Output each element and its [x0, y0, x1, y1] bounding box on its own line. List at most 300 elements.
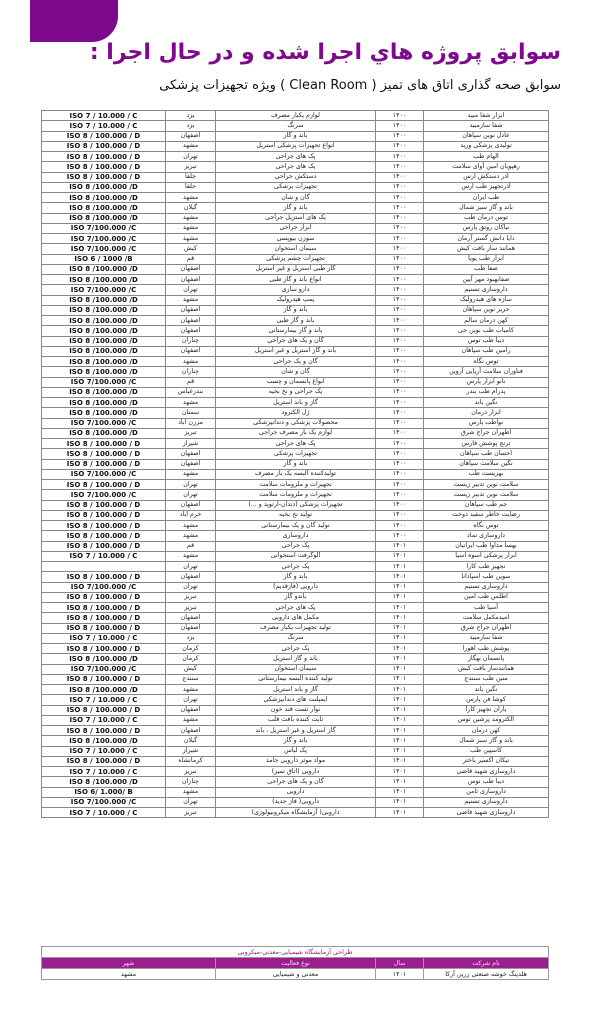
cell-activity: دارو سازی [216, 285, 376, 295]
cell-company: تجهیز طب کارا [424, 562, 549, 572]
cell-city: مشهد [166, 531, 216, 541]
cell-company: سلامت نوین تدبیر زیست [424, 480, 549, 490]
table-row [42, 674, 549, 684]
cell-activity: تجهیزات و ملزومات سلامت [216, 490, 376, 500]
cell-city: تبریز [166, 767, 216, 777]
cell-iso-class: ISO 7/100.000 /C [42, 244, 166, 254]
cell-city: خرم آباد [166, 510, 216, 520]
cell-year: ۱۴۰۱ [376, 777, 424, 787]
cell-iso-class: ISO 8 / 100.000 / D [42, 613, 166, 623]
table-row [42, 254, 549, 264]
table-row [42, 654, 549, 664]
cell-year: ۱۴۰۰ [376, 152, 424, 162]
cell-city: تهران [166, 285, 216, 295]
cell-iso-class: ISO 7 / 10.000 / C [42, 121, 166, 131]
cell-activity: لوازم یک بار مصرف جراحی [216, 428, 376, 438]
cell-iso-class: ISO 8 /100.000 /D [42, 346, 166, 356]
cell-company: دایا دانش گستر آرمان [424, 234, 549, 244]
table-row [42, 244, 549, 254]
cell-company: دیبا طب توس [424, 777, 549, 787]
cell-city: اصفهان [166, 726, 216, 736]
cell-company: هلدینگ خوشه صنعتی زرین آرکا [424, 969, 549, 980]
cell-company: پانسمان بهگاز [424, 654, 549, 664]
cell-year: ۱۴۰۰ [376, 244, 424, 254]
cell-city: شیراز [166, 746, 216, 756]
page-subtitle: سوابق صحه گذاری اتاق های تمیز ( Clean Room ) ویژه تجهیزات پزشکی [159, 78, 561, 93]
cell-company: متین طب سنندج [424, 674, 549, 684]
cell-iso-class: ISO 7 / 10.000 / C [42, 767, 166, 777]
cell-year: ۱۴۰۰ [376, 418, 424, 428]
header-activity: نوع فعالیت [216, 958, 376, 969]
cell-company: آذر دستکش ارس [424, 172, 549, 182]
cell-company: ترنج پوشش فارس [424, 439, 549, 449]
table-row [42, 490, 549, 500]
cell-activity: تجهیزات پزشکی [216, 449, 376, 459]
cell-year: ۱۴۰۱ [376, 592, 424, 602]
cell-activity: تولید تجهیزات یکبار مصرف [216, 623, 376, 633]
cell-city: اصفهان [166, 326, 216, 336]
cell-year: ۱۴۰۱ [376, 633, 424, 643]
cell-city: تهران [166, 582, 216, 592]
cell-company: همانندساز بافت کیش [424, 664, 549, 674]
cell-city: چناران [166, 336, 216, 346]
cell-company: جم طب سپاهان [424, 500, 549, 510]
cell-activity: مکمل های دارویی [216, 613, 376, 623]
cell-iso-class: ISO 8 / 100.000 / D [42, 131, 166, 141]
cell-year: ۱۴۰۱ [376, 715, 424, 725]
cell-year: ۱۴۰۰ [376, 521, 424, 531]
cell-activity: تولیدکننده البسه یک بار مصرف [216, 469, 376, 479]
cell-year: ۱۴۰۰ [376, 480, 424, 490]
table-row [42, 172, 549, 182]
cell-iso-class: ISO 8 /100.000 /D [42, 264, 166, 274]
cell-city: اصفهان [166, 623, 216, 633]
table-row [42, 203, 549, 213]
table-row [42, 357, 549, 367]
cell-company: کهن درمان سالم [424, 316, 549, 326]
cell-city: مشهد [166, 234, 216, 244]
cell-city: اصفهان [166, 500, 216, 510]
cell-iso-class: ISO 8 / 100.000 / D [42, 592, 166, 602]
table-row [42, 459, 549, 469]
cell-company: آسیا طب [424, 603, 549, 613]
table-row [42, 746, 549, 756]
cell-city: تبریز [166, 428, 216, 438]
table-row [42, 305, 549, 315]
cell-year: ۱۴۰۰ [376, 111, 424, 121]
cell-city: قم [166, 377, 216, 387]
cell-iso-class: ISO 8 / 100.000 / D [42, 152, 166, 162]
cell-iso-class: ISO 8 /100.000 /D [42, 203, 166, 213]
cell-city: مشهد [166, 551, 216, 561]
cell-activity: گاز و باند استریل [216, 685, 376, 695]
table-row [42, 213, 549, 223]
cell-company: داروسازی تماد [424, 531, 549, 541]
cell-city: چناران [166, 777, 216, 787]
cell-company: نواطب پارس [424, 418, 549, 428]
cell-city: شیراز [166, 439, 216, 449]
table-row [42, 295, 549, 305]
cell-company: رامین طب سپاهان [424, 346, 549, 356]
cell-company: الهام طب [424, 152, 549, 162]
cell-activity: باند و گاز استریل و غیر استریل [216, 346, 376, 356]
cell-year: ۱۴۰۰ [376, 254, 424, 264]
cell-activity: ایمپلنت های دندانپزشکی [216, 695, 376, 705]
cell-city: مشهد [42, 969, 216, 980]
cell-iso-class: ISO 6/ 1.000/ B [42, 787, 166, 797]
cell-year: ۱۴۰۰ [376, 336, 424, 346]
cell-activity: سرنگ [216, 633, 376, 643]
table-row [42, 121, 549, 131]
table-row [42, 756, 549, 766]
cell-iso-class: ISO 7/100.000 /C [42, 377, 166, 387]
cell-iso-class: ISO 7/100.000 /C [42, 234, 166, 244]
cell-activity: پک جراحی [216, 562, 376, 572]
table-row [42, 428, 549, 438]
cell-company: شفا سازمبید [424, 633, 549, 643]
cell-iso-class: ISO 7 / 10.000 / C [42, 695, 166, 705]
cell-city: کیش [166, 664, 216, 674]
cell-city: مشهد [166, 223, 216, 233]
cell-city: مشهد [166, 469, 216, 479]
cell-city: سمنان [166, 408, 216, 418]
cell-activity: تجهیزات پزشکی [216, 182, 376, 192]
cell-year: ۱۴۰۱ [376, 736, 424, 746]
cell-year: ۱۴۰۱ [376, 787, 424, 797]
cell-activity: تولید گان و پک بیمارستانی [216, 521, 376, 531]
table-row [42, 633, 549, 643]
cell-activity: پک جراحی [216, 541, 376, 551]
cell-company: پوشش طب اهورا [424, 644, 549, 654]
cell-city: تهران [166, 562, 216, 572]
cell-company: اطلس طب امین [424, 592, 549, 602]
header-city: شهر [42, 958, 216, 969]
cell-city: مشهد [166, 295, 216, 305]
cell-year: ۱۴۰۰ [376, 367, 424, 377]
table-row [42, 336, 549, 346]
cell-company: یاران تجهیز کارا [424, 705, 549, 715]
cell-company: بهسا مداوا طب ایرانیان [424, 541, 549, 551]
cell-activity: باند و گاز استریل [216, 654, 376, 664]
cell-city: مشهد [166, 521, 216, 531]
cell-iso-class: ISO 8 /100.000 /D [42, 305, 166, 315]
table-row [42, 726, 549, 736]
cell-company: شفا سازمبید [424, 121, 549, 131]
cell-city: کیش [166, 244, 216, 254]
cell-year: ۱۴۰۰ [376, 162, 424, 172]
cell-iso-class: ISO 8 / 100.000 / D [42, 459, 166, 469]
table-row [42, 223, 549, 233]
cell-iso-class: ISO 7 / 10.000 / C [42, 551, 166, 561]
cell-activity: پک های جراحی [216, 439, 376, 449]
table-row [42, 408, 549, 418]
cell-company: ابزار طب پویا [424, 254, 549, 264]
cell-city: تهران [166, 490, 216, 500]
cell-iso-class: ISO 8 /100.000 /D [42, 316, 166, 326]
cell-year: ۱۴۰۰ [376, 182, 424, 192]
cell-year: ۱۴۰۰ [376, 459, 424, 469]
brand-corner-shape [30, 0, 118, 42]
lab-table-header [42, 958, 549, 969]
cell-iso-class: ISO 8 / 100.000 / D [42, 510, 166, 520]
cell-iso-class: ISO 8 /100.000 /D [42, 367, 166, 377]
cell-city: اصفهان [166, 459, 216, 469]
cell-company: توس نگاه [424, 521, 549, 531]
cell-city: بندرعباس [166, 387, 216, 397]
cell-activity: دارویی [216, 787, 376, 797]
cell-year: ۱۴۰۰ [376, 131, 424, 141]
cell-iso-class: ISO 8 / 100.000 / D [42, 644, 166, 654]
cell-activity: گاز طبی استریل و غیر استریل [216, 264, 376, 274]
cell-company: سلامت نوین تدبیر زیست [424, 490, 549, 500]
cell-activity: معدنی و شیمیایی [216, 969, 376, 980]
cell-company: فناوران سلامت آریایی آروین [424, 367, 549, 377]
cell-city: اصفهان [166, 572, 216, 582]
table-row [42, 387, 549, 397]
table-row [42, 613, 549, 623]
cell-activity: مواد موثر دارویی جامد [216, 756, 376, 766]
cell-activity: تولید کننده البسه بیمارستانی [216, 674, 376, 684]
cell-activity: پک های جراحی [216, 162, 376, 172]
cell-activity: پک های استریل جراحی [216, 213, 376, 223]
cell-iso-class: ISO 8 /100.000 /D [42, 654, 166, 664]
table-row [42, 695, 549, 705]
cell-activity: ابزار جراحی [216, 223, 376, 233]
page-title: سوابق پروژه هاي اجرا شده و در حال اجرا : [89, 40, 561, 65]
cell-activity: باند و گاز [216, 203, 376, 213]
cell-activity: گان و شان [216, 193, 376, 203]
cell-year: ۱۴۰۱ [376, 551, 424, 561]
cell-activity: دارویی( آزمایشگاه میکروبیولوژی) [216, 808, 376, 818]
cell-city: اصفهان [166, 131, 216, 141]
table-row [42, 346, 549, 356]
table-row [42, 551, 549, 561]
cell-iso-class: ISO 8 /100.000 /D [42, 295, 166, 305]
cell-activity: نوار تست قند خون [216, 705, 376, 715]
table-row [42, 316, 549, 326]
cell-city: مشهد [166, 715, 216, 725]
cell-company: آذرتجهیز طب ارس [424, 182, 549, 192]
cell-iso-class [42, 562, 166, 572]
table-row [42, 131, 549, 141]
table-row [42, 582, 549, 592]
cell-company: نگین باند [424, 685, 549, 695]
cell-activity: باند و گاز طبی [216, 316, 376, 326]
cell-city: مشهد [166, 213, 216, 223]
cell-iso-class: ISO 7/100.000 /C [42, 223, 166, 233]
cell-city: گیلان [166, 203, 216, 213]
table-row [42, 182, 549, 192]
cell-city: مشهد [166, 357, 216, 367]
cell-year: ۱۴۰۰ [376, 172, 424, 182]
table-row [42, 377, 549, 387]
cell-city: کرمان [166, 644, 216, 654]
cell-year: ۱۴۰۰ [376, 193, 424, 203]
cell-iso-class: ISO 7/100.000 /C [42, 582, 166, 592]
cell-city: تهران [166, 695, 216, 705]
cell-city: مشهد [166, 685, 216, 695]
cell-city: مرزن آباد [166, 418, 216, 428]
cell-iso-class: ISO 8 / 100.000 / D [42, 623, 166, 633]
cell-iso-class: ISO 8 /100.000 /D [42, 357, 166, 367]
table-row [42, 111, 549, 121]
cell-iso-class: ISO 8 / 100.000 / D [42, 439, 166, 449]
cell-company: باند و گاز سبز شمال [424, 203, 549, 213]
lab-table-caption: طراحی آزمایشگاه شیمیایی-معدنی-میکروبی [42, 947, 549, 958]
cell-company: کهن درمان [424, 726, 549, 736]
cell-year: ۱۴۰۰ [376, 387, 424, 397]
cell-iso-class: ISO 7 / 10.000 / C [42, 111, 166, 121]
cell-year: ۱۴۰۱ [376, 541, 424, 551]
cell-company: همانند ساز بافت کیش [424, 244, 549, 254]
cell-company: پدرام طب بندر [424, 387, 549, 397]
cell-iso-class: ISO 8 / 100.000 / D [42, 162, 166, 172]
cell-iso-class: ISO 7/100.000 /C [42, 797, 166, 807]
cell-activity: انواع باند و گاز طبی [216, 275, 376, 285]
cell-city: اصفهان [166, 346, 216, 356]
cell-year: ۱۴۰۰ [376, 531, 424, 541]
cell-year: ۱۴۰۱ [376, 797, 424, 807]
projects-table [41, 110, 549, 818]
cell-year: ۱۴۰۱ [376, 582, 424, 592]
cell-activity: باندو گاز [216, 592, 376, 602]
cell-iso-class: ISO 8 / 100.000 / D [42, 449, 166, 459]
cell-company: داروسازی ثامن [424, 787, 549, 797]
cell-iso-class: ISO 8 /100.000 /D [42, 213, 166, 223]
cell-activity: گان و پک جراحی [216, 357, 376, 367]
cell-year: ۱۴۰۰ [376, 264, 424, 274]
cell-iso-class: ISO 8 / 100.000 / D [42, 674, 166, 684]
table-row [42, 531, 549, 541]
cell-activity: سوزن بیوپسی [216, 234, 376, 244]
cell-year: ۱۴۰۰ [376, 500, 424, 510]
cell-city: کرمانشاه [166, 756, 216, 766]
cell-year: ۱۴۰۰ [376, 398, 424, 408]
cell-company: بهزیست طب [424, 469, 549, 479]
cell-company: داروسازی تسنیم [424, 285, 549, 295]
cell-year: ۱۴۰۰ [376, 203, 424, 213]
cell-company: کاسپین طب [424, 746, 549, 756]
cell-company: توس درمان طب [424, 213, 549, 223]
cell-activity: دارویی (فازقدیم) [216, 582, 376, 592]
cell-company: نگین باند [424, 398, 549, 408]
cell-year: ۱۴۰۰ [376, 295, 424, 305]
cell-city: قم [166, 541, 216, 551]
cell-iso-class: ISO 8 /100.000 /D [42, 398, 166, 408]
cell-company: داروسازی شهید قاضی [424, 808, 549, 818]
cell-year: ۱۴۰۰ [376, 510, 424, 520]
table-row [42, 510, 549, 520]
cell-company: داروسازی تسنیم [424, 797, 549, 807]
table-row [42, 152, 549, 162]
cell-company: نیاکان رونق پارس [424, 223, 549, 233]
table-row [42, 797, 549, 807]
cell-year: ۱۴۰۱ [376, 562, 424, 572]
cell-company: سوین طب اسپادانا [424, 572, 549, 582]
cell-iso-class: ISO 7/100.000 /C [42, 490, 166, 500]
cell-year: ۱۴۰۰ [376, 285, 424, 295]
table-row [42, 193, 549, 203]
cell-city: قم [166, 254, 216, 264]
cell-company: اطهران جراح شرق [424, 428, 549, 438]
cell-activity: دارویی (اتاق تمیز) [216, 767, 376, 777]
cell-activity: محصولات پزشکی و دندانپزشکی [216, 418, 376, 428]
cell-year: ۱۴۰۰ [376, 141, 424, 151]
cell-company: عادل نوین سپاهان [424, 131, 549, 141]
cell-company: دیبا طب توس [424, 336, 549, 346]
cell-activity: گان و پک های جراحی [216, 777, 376, 787]
table-row [42, 418, 549, 428]
cell-city: یزد [166, 633, 216, 643]
table-row [42, 603, 549, 613]
table-row [42, 736, 549, 746]
cell-iso-class: ISO 8 /100.000 /D [42, 387, 166, 397]
cell-city: سنندج [166, 674, 216, 684]
table-row [42, 275, 549, 285]
cell-year: ۱۴۰۰ [376, 439, 424, 449]
cell-company: امیدمکمل سلامت [424, 613, 549, 623]
cell-company: ابزار پزشکی اسوه آسیا [424, 551, 549, 561]
cell-company: نگین سلامت سپاهان [424, 459, 549, 469]
cell-company: صفابهبود مهر آیین [424, 275, 549, 285]
cell-year: ۱۴۰۰ [376, 408, 424, 418]
cell-iso-class: ISO 8 / 100.000 / D [42, 531, 166, 541]
cell-activity: سیمان استخوان [216, 244, 376, 254]
cell-activity: باند و گاز [216, 131, 376, 141]
table-row [42, 592, 549, 602]
cell-iso-class: ISO 8 /100.000 /D [42, 182, 166, 192]
cell-iso-class: ISO 7 / 10.000 / C [42, 715, 166, 725]
cell-company: صفا طب [424, 264, 549, 274]
cell-year: ۱۴۰۱ [376, 969, 424, 980]
cell-iso-class: ISO 7/100.000 /C [42, 664, 166, 674]
cell-city: اصفهان [166, 275, 216, 285]
cell-activity: ثابت کننده بافت قلب [216, 715, 376, 725]
cell-company: داروسازی شهید قاضی [424, 767, 549, 777]
cell-iso-class: ISO 7/100.000 /C [42, 469, 166, 479]
cell-activity: پک جراحی و نخ بخیه [216, 387, 376, 397]
cell-iso-class: ISO 8 /100.000 /D [42, 336, 166, 346]
cell-city: کرمان [166, 654, 216, 664]
table-row [42, 541, 549, 551]
table-row [42, 398, 549, 408]
cell-year: ۱۴۰۰ [376, 449, 424, 459]
cell-company: داروسازی تسنیم [424, 582, 549, 592]
cell-iso-class: ISO 7 / 10.000 / C [42, 746, 166, 756]
cell-city: اصفهان [166, 449, 216, 459]
table-row [42, 664, 549, 674]
cell-activity: پک لباس [216, 746, 376, 756]
cell-city: جلفا [166, 172, 216, 182]
cell-city: تبریز [166, 592, 216, 602]
table-row [42, 787, 549, 797]
cell-activity: سیمان استخوان [216, 664, 376, 674]
cell-year: ۱۴۰۱ [376, 685, 424, 695]
cell-year: ۱۴۰۰ [376, 490, 424, 500]
cell-iso-class: ISO 8 /100.000 /D [42, 428, 166, 438]
cell-city: یزد [166, 111, 216, 121]
cell-iso-class: ISO 6 / 1000 /B [42, 254, 166, 264]
cell-iso-class: ISO 8 /100.000 /D [42, 193, 166, 203]
cell-company: تولیدی پزشکی ورید [424, 141, 549, 151]
cell-city: مشهد [166, 193, 216, 203]
table-row [42, 449, 549, 459]
cell-iso-class: ISO 8 / 100.000 / D [42, 480, 166, 490]
cell-activity: لوازم یکبار مصرف [216, 111, 376, 121]
table-row [42, 521, 549, 531]
cell-activity: پک های جراحی [216, 152, 376, 162]
cell-activity: انواع پانسمان و چسب [216, 377, 376, 387]
